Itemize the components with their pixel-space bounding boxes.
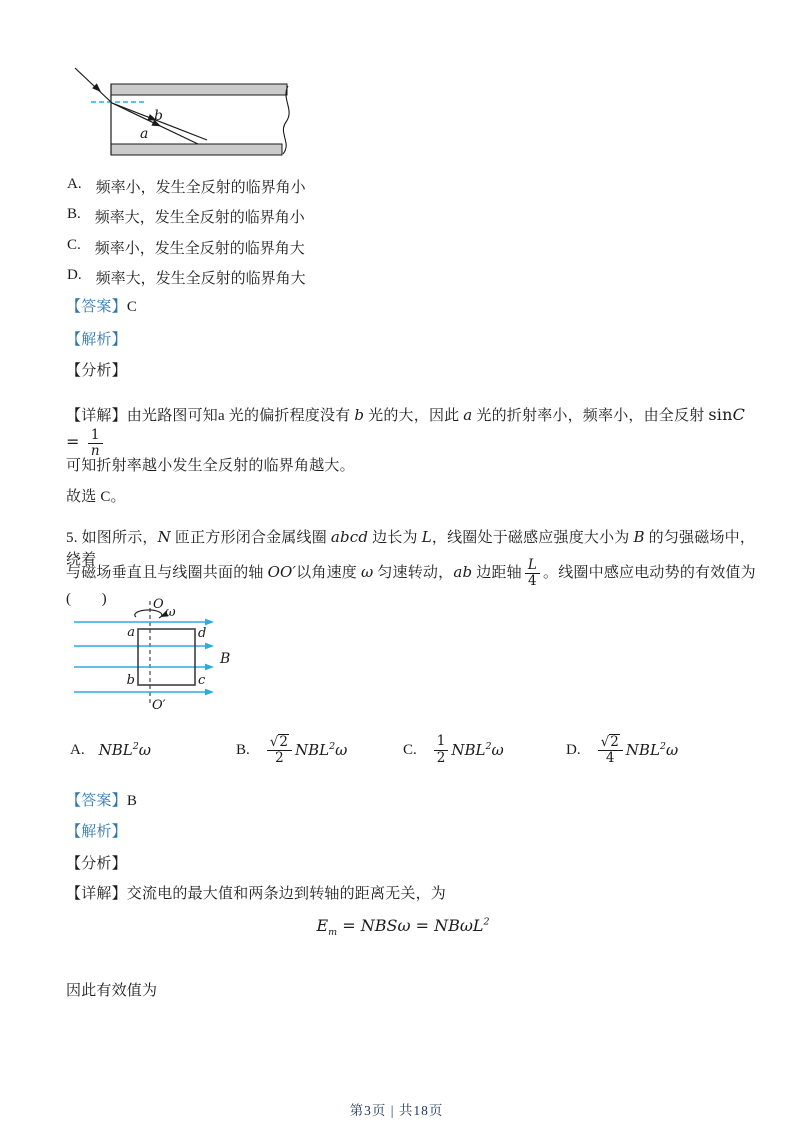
q5-option-a (70, 727, 151, 773)
q5-figure-rotating-coil (72, 597, 240, 715)
q4-analysis-tag-line: 【解析】 (66, 332, 127, 348)
option-formula: NBL$^2$ω (625, 740, 679, 759)
q5-detail-line: 【详解】交流电的最大值和两条边到转轴的距离无关，为 (66, 886, 447, 902)
q4-choice-line: 故选 C。 (66, 489, 126, 505)
q5-closing-line: 因此有效值为 (66, 983, 158, 999)
math-var-C: C (732, 405, 746, 424)
corner-label-d: d (198, 626, 207, 641)
incident-ray (75, 68, 112, 103)
math-var-ab: ab (453, 563, 473, 582)
math-var-omega: ω (360, 563, 374, 582)
fraction-denominator: 4 (528, 573, 537, 590)
option-text: 频率小，发生全反射的临界角大 (94, 241, 305, 257)
stem-text: 边长为 (368, 530, 422, 546)
q4-detail-line (66, 403, 756, 459)
sqrt2-over-2-fraction (267, 734, 292, 766)
q5-formula-line: $E_m = NBS\omega = NB\omega L^2$ (316, 916, 490, 939)
fraction-numerator: √ 2 (598, 734, 623, 751)
axis-label-O-prime: O′ (152, 698, 166, 713)
detail-text: 光的折射率小，频率小，由全反射 (472, 408, 709, 424)
option-label: B. (236, 741, 250, 758)
footer-page-number: 第3页 (349, 1103, 387, 1118)
option-label: A. (67, 176, 82, 192)
fraction-numerator: √ 2 (267, 734, 292, 751)
option-formula: NBL$^2$ω (98, 740, 151, 759)
stem-text: 5. 如图所示， (66, 530, 158, 546)
slab-wavy-edge (283, 86, 289, 154)
axis-label-O: O (153, 597, 164, 612)
field-label-B: B (220, 651, 231, 667)
field-arrowhead (205, 619, 214, 626)
fraction-L-over-4 (525, 558, 540, 589)
one-half-fraction (434, 734, 449, 765)
math-var-abcd: abcd (330, 528, 369, 546)
option-label: A. (70, 741, 85, 758)
omega-label: ω (165, 605, 176, 620)
q5-option-b (236, 727, 347, 773)
q5-comment-tag-line: 【分析】 (66, 856, 127, 872)
corner-label-c: c (198, 673, 206, 688)
fraction-numerator: 1 (434, 734, 449, 750)
option-label: D. (67, 267, 82, 283)
ray-label-a: a (140, 126, 149, 142)
corner-label-a: a (127, 625, 135, 640)
q4-option-a (67, 176, 306, 197)
answer-tag: 【答案】 (66, 793, 127, 809)
q5-option-c (403, 727, 504, 773)
emf-symbol: E (316, 916, 329, 935)
fraction-sinC (88, 428, 103, 459)
ray-label-b: b (154, 108, 163, 124)
q4-option-d (67, 267, 306, 288)
footer-separator: | (390, 1103, 395, 1118)
fraction-denominator: n (90, 442, 100, 459)
stem-text: 以角速度 (296, 565, 361, 582)
q4-conclusion-line: 可知折射率越小发生全反射的临界角越大。 (66, 458, 355, 474)
fraction-numerator: 1 (88, 428, 103, 444)
stem-text: 。线圈中感应电动势的有效值为( ) (66, 565, 756, 608)
option-label: D. (566, 741, 581, 758)
fraction-numerator: L (525, 558, 540, 574)
fraction-denominator: 2 (275, 750, 284, 766)
math-var-N: N (157, 528, 171, 546)
option-formula: NBL$^2$ω (294, 740, 348, 759)
q5-analysis-tag-line: 【解析】 (66, 824, 127, 840)
answer-tag: 【答案】 (66, 299, 127, 315)
math-var-B: B (633, 528, 645, 546)
option-formula: NBL$^2$ω (451, 740, 504, 759)
q4-option-c (67, 237, 305, 258)
equals-sign: = (66, 431, 85, 451)
math-var-a: a (463, 406, 473, 424)
stem-text: 与磁场垂直且与线圈共面的轴 (66, 565, 268, 582)
radical-sign: √ (269, 733, 279, 750)
option-text: 频率大，发生全反射的临界角大 (95, 271, 306, 287)
field-arrowhead (205, 643, 214, 650)
stem-text: 的匀强磁场中，绕着 (66, 530, 756, 568)
option-label: C. (67, 237, 81, 253)
math-var-L: L (421, 528, 432, 546)
option-text: 频率大，发生全反射的临界角小 (94, 210, 305, 226)
detail-text: 光的大，因此 (364, 408, 464, 424)
option-text: 频率小，发生全反射的临界角小 (95, 180, 306, 196)
stem-text: 匝正方形闭合金属线圈 (170, 530, 331, 546)
coil-square (138, 629, 195, 685)
q4-comment-tag-line: 【分析】 (66, 363, 127, 379)
sin-function: sin (708, 405, 733, 424)
radical-sign: √ (600, 733, 610, 750)
field-arrowhead (205, 689, 214, 696)
math-var-b: b (354, 406, 365, 424)
slab-cladding-bottom (111, 144, 282, 155)
page-footer (0, 1099, 793, 1119)
answer-value: B (126, 793, 138, 809)
corner-label-b: b (126, 673, 135, 688)
fraction-denominator: 4 (605, 750, 615, 766)
q4-answer-line (66, 297, 137, 319)
q5-option-d (566, 727, 678, 773)
q4-option-b (67, 206, 305, 227)
detail-text: 【详解】由光路图可知a 光的偏折程度没有 (66, 408, 355, 424)
rotation-arrow-icon (135, 610, 162, 618)
stem-text: 匀速转动， (373, 565, 454, 582)
q5-answer-line (66, 791, 137, 813)
answer-value: C (126, 299, 138, 315)
stem-text: 边距轴 (472, 565, 522, 582)
option-label: C. (403, 741, 417, 758)
option-label: B. (67, 206, 81, 222)
footer-total-pages: 共18页 (398, 1103, 444, 1118)
slab-cladding-top (111, 84, 287, 95)
fraction-denominator: 2 (436, 749, 446, 766)
sqrt2-over-4-fraction (598, 734, 623, 766)
stem-text: ，线圈处于磁感应强度大小为 (431, 530, 634, 546)
q4-figure-optical-slab (74, 66, 296, 162)
math-var-OO-prime: OO′ (267, 563, 297, 582)
field-arrowhead (205, 664, 214, 671)
